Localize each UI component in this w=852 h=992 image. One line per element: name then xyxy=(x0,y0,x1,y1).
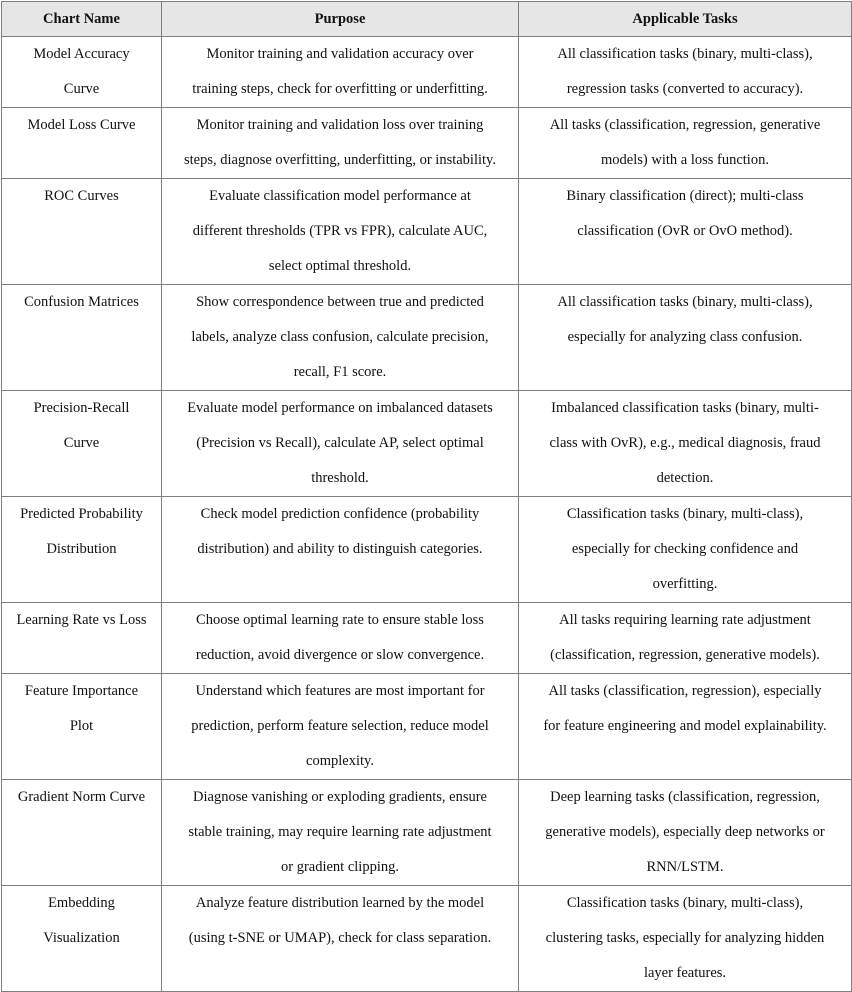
cell-text-line: Learning Rate vs Loss xyxy=(16,612,147,628)
cell-text-line: All tasks (classification, regression, generative xyxy=(549,117,821,133)
cell-applicable-tasks xyxy=(519,108,852,179)
cell-text-line: Gradient Norm Curve xyxy=(17,789,146,805)
cell-chart-name xyxy=(2,497,162,603)
cell-applicable-tasks xyxy=(519,674,852,780)
cell-text-line: generative models), especially deep networks or xyxy=(545,824,825,840)
header-purpose: Purpose xyxy=(162,2,519,37)
cell-text-line: Imbalanced classification tasks (binary, multi- xyxy=(551,400,819,416)
cell-text-line: prediction, perform feature selection, reduce model xyxy=(191,718,489,734)
cell-applicable-tasks xyxy=(519,37,852,108)
cell-text-line: regression tasks (converted to accuracy). xyxy=(566,81,804,97)
cell-text-line: Show correspondence between true and predicted xyxy=(196,294,484,310)
cell-text-line: Model Accuracy xyxy=(33,46,130,62)
chart-reference-table xyxy=(1,1,852,992)
cell-purpose xyxy=(162,603,519,674)
cell-text-line: distribution) and ability to distinguish categories. xyxy=(197,541,483,557)
cell-purpose xyxy=(162,179,519,285)
cell-text-line: layer features. xyxy=(643,965,727,981)
cell-chart-name xyxy=(2,780,162,886)
cell-text-line: Model Loss Curve xyxy=(27,117,136,133)
cell-text-line: (classification, regression, generative models). xyxy=(550,647,820,663)
cell-text-line: complexity. xyxy=(306,753,374,769)
cell-chart-name xyxy=(2,37,162,108)
table-row xyxy=(2,179,852,285)
cell-chart-name xyxy=(2,285,162,391)
table-row xyxy=(2,674,852,780)
cell-text-line: Check model prediction confidence (probability xyxy=(200,506,480,522)
cell-text-line: Predicted Probability xyxy=(20,506,143,522)
cell-text-line: especially for analyzing class confusion. xyxy=(567,329,803,345)
cell-purpose xyxy=(162,285,519,391)
cell-applicable-tasks xyxy=(519,391,852,497)
table-row xyxy=(2,497,852,603)
cell-text-line: Monitor training and validation loss over training xyxy=(196,117,484,133)
cell-text-line: (Precision vs Recall), calculate AP, select optimal xyxy=(196,435,484,451)
table-row xyxy=(2,886,852,992)
cell-applicable-tasks xyxy=(519,780,852,886)
cell-text-line: especially for checking confidence and xyxy=(571,541,799,557)
cell-purpose xyxy=(162,391,519,497)
cell-text-line: for feature engineering and model explainability. xyxy=(543,718,827,734)
cell-text-line: Evaluate model performance on imbalanced datasets xyxy=(187,400,493,416)
cell-text-line: Understand which features are most important for xyxy=(195,683,485,699)
cell-text-line: Evaluate classification model performance at xyxy=(209,188,471,204)
table-row xyxy=(2,780,852,886)
cell-purpose xyxy=(162,37,519,108)
cell-text-line: Binary classification (direct); multi-class xyxy=(566,188,804,204)
table-row xyxy=(2,603,852,674)
cell-text-line: class with OvR), e.g., medical diagnosis, fraud xyxy=(549,435,821,451)
cell-text-line: reduction, avoid divergence or slow convergence. xyxy=(195,647,485,663)
cell-text-line: classification (OvR or OvO method). xyxy=(577,223,793,239)
cell-text-line: Distribution xyxy=(46,541,117,557)
cell-text-line: Confusion Matrices xyxy=(24,294,139,310)
cell-text-line: steps, diagnose overfitting, underfitting, or instability. xyxy=(184,152,496,168)
cell-text-line: Embedding xyxy=(48,895,115,911)
cell-text-line: or gradient clipping. xyxy=(281,859,399,875)
cell-text-line: detection. xyxy=(656,470,714,486)
cell-applicable-tasks xyxy=(519,497,852,603)
cell-text-line: RNN/LSTM. xyxy=(646,859,724,875)
cell-purpose xyxy=(162,108,519,179)
cell-text-line: recall, F1 score. xyxy=(293,364,387,380)
table-row xyxy=(2,37,852,108)
cell-chart-name xyxy=(2,179,162,285)
cell-text-line: Monitor training and validation accuracy over xyxy=(206,46,474,62)
cell-text-line: Diagnose vanishing or exploding gradients, ensure xyxy=(193,789,487,805)
table-row xyxy=(2,108,852,179)
cell-chart-name xyxy=(2,603,162,674)
cell-text-line: All classification tasks (binary, multi-class), xyxy=(557,46,813,62)
cell-text-line: Classification tasks (binary, multi-class), xyxy=(566,506,804,522)
cell-text-line: stable training, may require learning rate adjustment xyxy=(188,824,492,840)
cell-chart-name xyxy=(2,391,162,497)
cell-text-line: clustering tasks, especially for analyzing hidden xyxy=(545,930,825,946)
cell-text-line: models) with a loss function. xyxy=(601,152,769,168)
cell-text-line: Plot xyxy=(69,718,94,734)
header-applicable-tasks: Applicable Tasks xyxy=(519,2,852,37)
cell-text-line: overfitting. xyxy=(652,576,718,592)
cell-purpose xyxy=(162,780,519,886)
cell-text-line: (using t-SNE or UMAP), check for class separation. xyxy=(188,930,492,946)
cell-text-line: All tasks requiring learning rate adjustment xyxy=(559,612,811,628)
cell-applicable-tasks xyxy=(519,886,852,992)
cell-purpose xyxy=(162,886,519,992)
cell-chart-name xyxy=(2,108,162,179)
cell-chart-name xyxy=(2,674,162,780)
cell-text-line: Analyze feature distribution learned by the model xyxy=(195,895,485,911)
cell-text-line: ROC Curves xyxy=(44,188,119,204)
cell-applicable-tasks xyxy=(519,179,852,285)
cell-text-line: Deep learning tasks (classification, regression, xyxy=(550,789,820,805)
cell-text-line: Curve xyxy=(63,81,100,97)
cell-text-line: different thresholds (TPR vs FPR), calculate AUC, xyxy=(192,223,488,239)
cell-text-line: Feature Importance xyxy=(24,683,139,699)
cell-text-line: Precision-Recall xyxy=(33,400,130,416)
cell-text-line: Choose optimal learning rate to ensure stable loss xyxy=(196,612,484,628)
header-row xyxy=(2,2,852,37)
cell-text-line: Visualization xyxy=(43,930,120,946)
table-row xyxy=(2,285,852,391)
cell-applicable-tasks xyxy=(519,285,852,391)
cell-text-line: Curve xyxy=(63,435,100,451)
cell-chart-name xyxy=(2,886,162,992)
cell-text-line: training steps, check for overfitting or underfitting. xyxy=(192,81,488,97)
cell-text-line: All tasks (classification, regression), especially xyxy=(548,683,822,699)
cell-text-line: labels, analyze class confusion, calculate precision, xyxy=(191,329,489,345)
cell-purpose xyxy=(162,674,519,780)
cell-text-line: select optimal threshold. xyxy=(268,258,412,274)
cell-text-line: Classification tasks (binary, multi-class), xyxy=(566,895,804,911)
cell-text-line: threshold. xyxy=(311,470,369,486)
cell-text-line: All classification tasks (binary, multi-class), xyxy=(557,294,813,310)
cell-applicable-tasks xyxy=(519,603,852,674)
header-chart-name: Chart Name xyxy=(2,2,162,37)
cell-purpose xyxy=(162,497,519,603)
table-row xyxy=(2,391,852,497)
